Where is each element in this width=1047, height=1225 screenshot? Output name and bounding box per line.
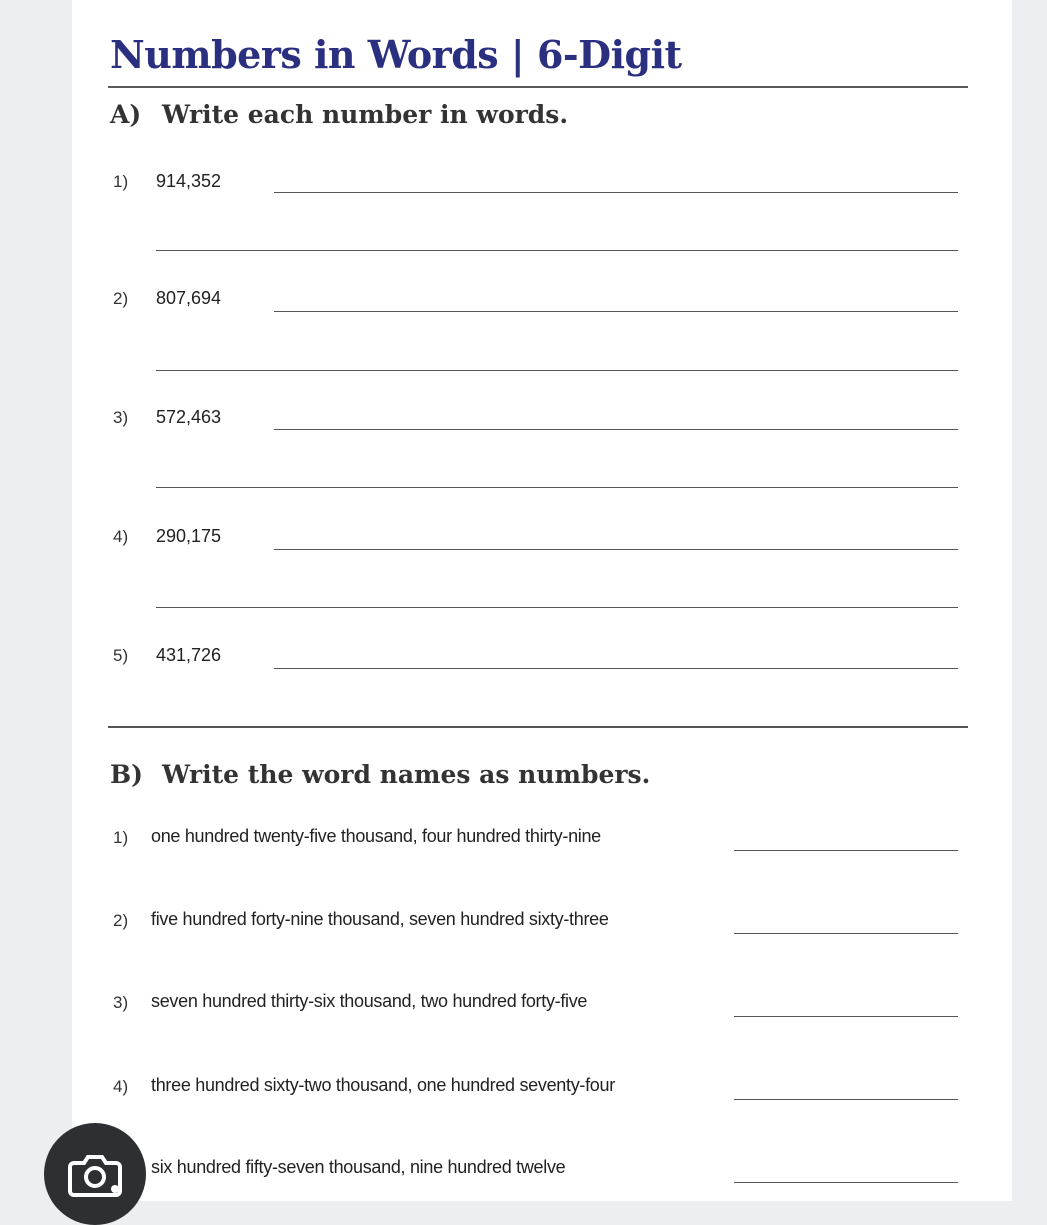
number-value: 431,726 xyxy=(156,645,222,665)
answer-line[interactable] xyxy=(274,192,958,193)
number-value: 290,175 xyxy=(156,526,222,546)
word-name: six hundred fifty-seven thousand, nine hundred twelve xyxy=(151,1157,566,1177)
section-b-heading xyxy=(110,760,650,789)
section-b-letter: B) xyxy=(110,760,143,789)
item-number: 2) xyxy=(113,911,129,930)
page-title: Numbers in Words | 6-Digit xyxy=(110,32,682,77)
item-number: 1) xyxy=(113,172,129,191)
section-a-letter: A) xyxy=(110,100,142,129)
answer-line[interactable] xyxy=(274,311,958,312)
answer-line[interactable] xyxy=(734,1182,958,1183)
item-number: 5) xyxy=(113,646,129,665)
item-number: 2) xyxy=(113,289,129,308)
answer-line[interactable] xyxy=(274,668,958,669)
word-name: five hundred forty-nine thousand, seven hundred sixty-three xyxy=(151,909,609,929)
answer-line[interactable] xyxy=(274,549,958,550)
answer-line[interactable] xyxy=(274,429,958,430)
item-number: 3) xyxy=(113,408,129,427)
section-a-instruction: Write each number in words. xyxy=(162,100,569,129)
camera-search-button[interactable] xyxy=(44,1123,146,1225)
section-a-heading xyxy=(110,100,568,129)
number-value: 914,352 xyxy=(156,171,222,191)
answer-line[interactable] xyxy=(156,607,958,608)
answer-line[interactable] xyxy=(156,370,958,371)
answer-line[interactable] xyxy=(734,850,958,851)
item-number: 4) xyxy=(113,1077,129,1096)
section-b-instruction: Write the word names as numbers. xyxy=(162,760,651,789)
answer-line[interactable] xyxy=(156,487,958,488)
answer-line[interactable] xyxy=(734,1099,958,1100)
camera-search-icon xyxy=(66,1149,124,1199)
word-name: one hundred twenty-five thousand, four hundred thirty-nine xyxy=(151,826,601,846)
item-number: 3) xyxy=(113,993,129,1012)
item-number: 1) xyxy=(113,828,129,847)
answer-line[interactable] xyxy=(156,250,958,251)
section-divider xyxy=(108,726,968,728)
title-underline xyxy=(108,86,968,88)
number-value: 807,694 xyxy=(156,288,222,308)
word-name: three hundred sixty-two thousand, one hundred seventy-four xyxy=(151,1075,615,1095)
answer-line[interactable] xyxy=(734,933,958,934)
answer-line[interactable] xyxy=(734,1016,958,1017)
word-name: seven hundred thirty-six thousand, two hundred forty-five xyxy=(151,991,588,1011)
item-number: 4) xyxy=(113,527,129,546)
number-value: 572,463 xyxy=(156,407,222,427)
